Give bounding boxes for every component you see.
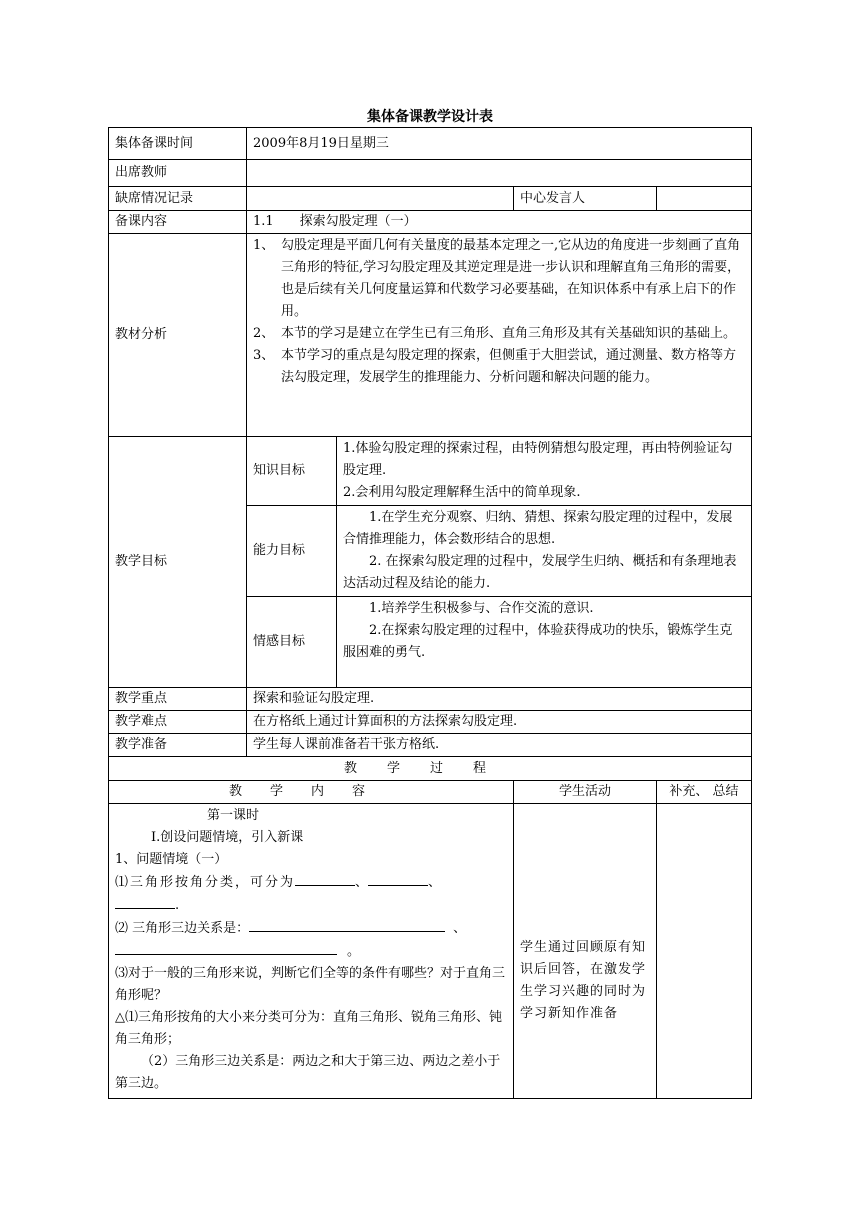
summary-cell <box>657 804 752 1099</box>
emotion-label: 情感目标 <box>247 597 337 688</box>
answer-blank[interactable] <box>249 917 445 932</box>
answer-1: △⑴三角形按角的大小来分类可分为：直角三角形、锐角三角形、钝角三角形； <box>115 1010 502 1047</box>
time-value: 2009年8月19日星期三 <box>247 128 752 160</box>
emotion-content <box>337 597 752 688</box>
absence-value <box>247 187 514 211</box>
row-teachers <box>109 160 752 187</box>
ability-line: 2. 在探索勾股定理的过程中，发展学生归纳、概括和有条理地表达活动过程及结论的能力. <box>343 554 737 591</box>
row-key <box>109 688 752 711</box>
row-process-body <box>109 804 752 1099</box>
prep-label: 教学准备 <box>109 734 247 757</box>
question-title: 1、问题情境（一） <box>115 852 228 867</box>
row-content <box>109 211 752 234</box>
analysis-item: 1、 勾股定理是平面几何有关量度的最基本定理之一,它从边的角度进一步刻画了直角三角形的特征,学习勾股定理及其逆定理是进一步认识和理解直角三角形的需要，也是后续有关几何度量运算和代数学习必要基础，在知识体系中有承上启下的作用。 <box>253 238 741 319</box>
knowledge-label: 知识目标 <box>247 437 337 506</box>
col-student-header: 学生活动 <box>514 781 657 804</box>
question-2: ⑵ 三角形三边关系是： 、 。 <box>115 917 507 963</box>
content-label: 备课内容 <box>109 211 247 234</box>
lesson-label: 第一课时 <box>207 808 260 823</box>
ability-label: 能力目标 <box>247 506 337 597</box>
teachers-label: 出席教师 <box>109 160 247 187</box>
knowledge-line: 2.会利用勾股定理解释生活中的简单现象. <box>343 485 581 500</box>
row-time <box>109 128 752 160</box>
process-header: 教学过程 <box>109 757 752 781</box>
emotion-line: 2.在探索勾股定理的过程中，体验获得成功的快乐，锻炼学生克服困难的勇气. <box>343 623 733 660</box>
lesson-plan-table <box>108 127 752 1099</box>
section-title: Ⅰ.创设问题情境，引入新课 <box>151 830 304 845</box>
col-content-header: 教学内容 <box>109 781 514 804</box>
speaker-value <box>657 187 752 211</box>
answer-2: （2）三角形三边关系是：两边之和大于第三边、两边之差小于第三边。 <box>115 1054 501 1091</box>
question-1: ⑴三角形按角分类，可分为 、 、 . <box>115 871 507 917</box>
row-process-header <box>109 757 752 781</box>
time-label: 集体备课时间 <box>109 128 247 160</box>
knowledge-content <box>337 437 752 506</box>
answer-blank[interactable] <box>115 894 175 909</box>
student-activity: 学生通过回顾原有知识后回答，在激发学生学习兴趣的同时为学习新知作准备 <box>514 804 657 1099</box>
answer-blank[interactable] <box>295 871 355 886</box>
teachers-value <box>247 160 752 187</box>
difficulty-value: 在方格纸上通过计算面积的方法探索勾股定理. <box>247 711 752 734</box>
col-summary-header: 补充、 总结 <box>657 781 752 804</box>
ability-line: 1.在学生充分观察、归纳、猜想、探索勾股定理的过程中，发展合情推理能力，体会数形结合的思想. <box>343 510 733 547</box>
row-analysis <box>109 234 752 437</box>
absence-label: 缺席情况记录 <box>109 187 247 211</box>
goals-label: 教学目标 <box>109 437 247 688</box>
key-label: 教学重点 <box>109 688 247 711</box>
analysis-item: 2、 本节的学习是建立在学生已有三角形、直角三角形及其有关基础知识的基础上。 <box>253 326 737 341</box>
row-prep <box>109 734 752 757</box>
analysis-content <box>247 234 752 437</box>
row-difficulty <box>109 711 752 734</box>
emotion-line: 1.培养学生积极参与、合作交流的意识. <box>369 601 594 616</box>
difficulty-label: 教学难点 <box>109 711 247 734</box>
key-value: 探索和验证勾股定理. <box>247 688 752 711</box>
speaker-label: 中心发言人 <box>514 187 657 211</box>
answer-blank[interactable] <box>115 940 337 955</box>
knowledge-line: 1.体验勾股定理的探索过程，由特例猜想勾股定理，再由特例验证勾股定理. <box>343 441 733 478</box>
question-3: ⑶对于一般的三角形来说，判断它们全等的条件有哪些？对于直角三角形呢？ <box>115 966 506 1003</box>
page-title: 集体备课教学设计表 <box>367 109 493 125</box>
analysis-item: 3、 本节学习的重点是勾股定理的探索，但侧重于大胆尝试，通过测量、数方格等方法勾股定理，发展学生的推理能力、分析问题和解决问题的能力。 <box>253 348 737 385</box>
prep-value: 学生每人课前准备若干张方格纸. <box>247 734 752 757</box>
row-knowledge-goal <box>109 437 752 506</box>
process-content <box>109 804 514 1099</box>
answer-blank[interactable] <box>368 871 428 886</box>
ability-content <box>337 506 752 597</box>
content-value: 1.1 探索勾股定理（一） <box>247 211 752 234</box>
row-absence <box>109 187 752 211</box>
analysis-label: 教材分析 <box>109 234 247 437</box>
row-process-columns <box>109 781 752 804</box>
